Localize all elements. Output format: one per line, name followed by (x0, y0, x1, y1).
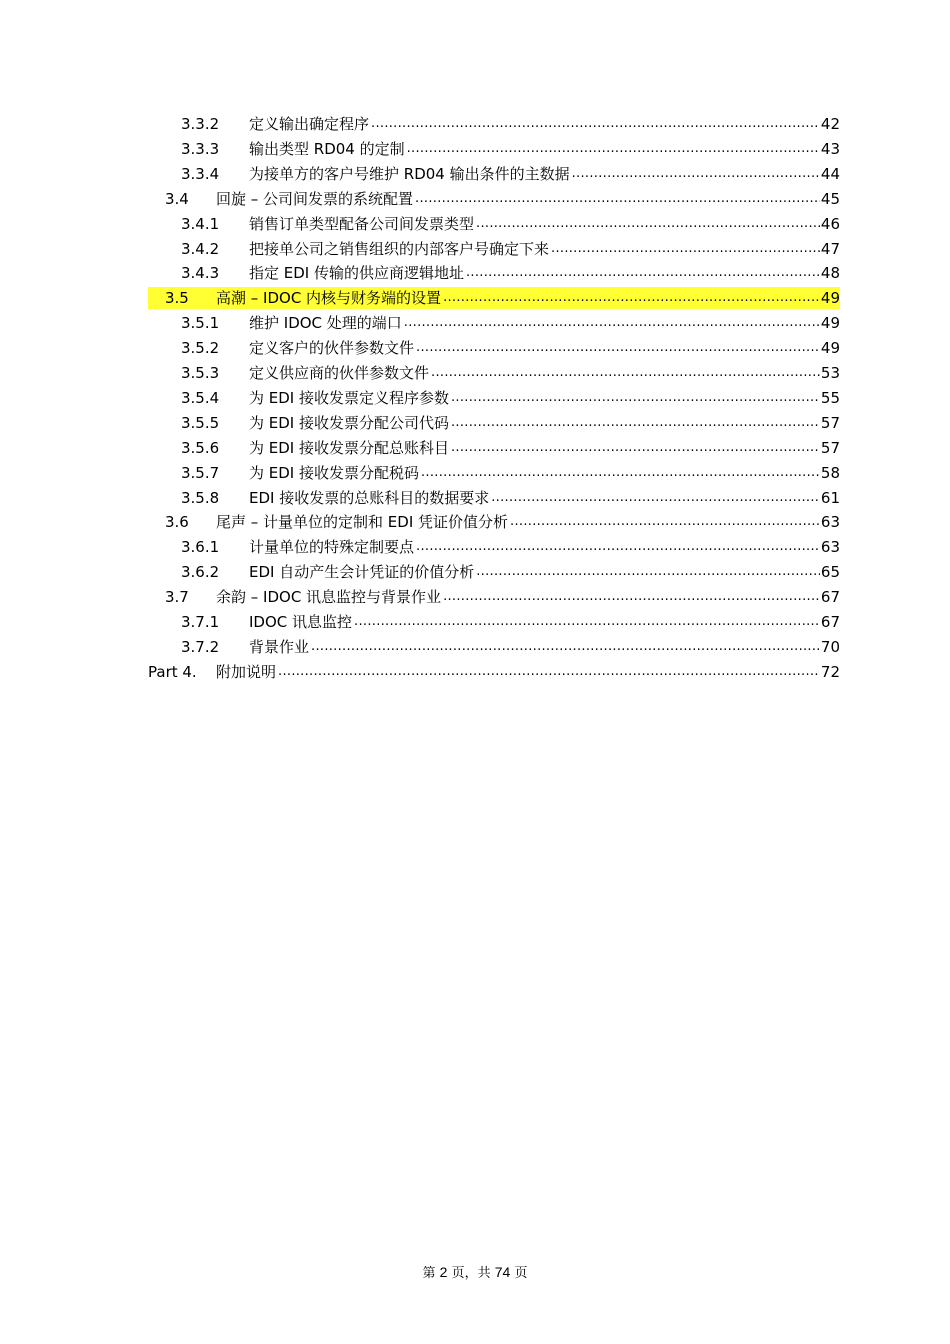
toc-dot-leader (572, 163, 820, 185)
toc-dot-leader (476, 561, 820, 583)
toc-entry[interactable] (148, 213, 840, 235)
toc-entry[interactable] (148, 188, 840, 210)
toc-entry-page-number: 58 (820, 463, 840, 482)
toc-entry-number: 3.5.2 (181, 339, 220, 358)
toc-entry-body (216, 661, 840, 683)
toc-entry-number: 3.4 (165, 189, 189, 208)
toc-entry-page-number: 46 (820, 214, 840, 233)
toc-entry-page-number: 67 (820, 588, 840, 607)
toc-entry-body (249, 163, 840, 185)
toc-entry-page-number: 70 (820, 637, 840, 656)
toc-entry-number: 3.5.4 (181, 388, 220, 407)
toc-entry-page-number: 49 (820, 289, 840, 308)
toc-entry[interactable] (148, 362, 840, 384)
toc-dot-leader (415, 188, 820, 210)
toc-entry[interactable] (148, 163, 840, 185)
toc-entry[interactable] (148, 511, 840, 533)
toc-entry-title: 附加说明 (216, 662, 277, 681)
toc-entry[interactable] (148, 387, 840, 409)
toc-entry[interactable] (148, 262, 840, 284)
toc-entry-body (216, 188, 840, 210)
toc-entry-page-number: 61 (820, 488, 840, 507)
toc-entry[interactable] (148, 412, 840, 434)
toc-entry-title: 为 EDI 接收发票分配总账科目 (249, 438, 449, 457)
toc-entry-page-number: 49 (820, 314, 840, 333)
toc-entry-number: 3.4.2 (181, 239, 220, 258)
toc-entry-page-number: 55 (820, 388, 840, 407)
toc-entry-number: 3.5.1 (181, 314, 220, 333)
toc-entry-body (216, 586, 840, 608)
toc-entry-body (249, 437, 840, 459)
toc-entry-body (249, 536, 840, 558)
toc-entry-number: 3.7 (165, 588, 189, 607)
footer-current-page: 2 (439, 1264, 448, 1280)
toc-entry[interactable] (148, 586, 840, 608)
toc-entry-number: 3.3.4 (181, 164, 220, 183)
toc-entry-title: 计量单位的特殊定制要点 (249, 538, 415, 557)
toc-entry-title: 尾声 – 计量单位的定制和 EDI 凭证价值分析 (216, 513, 509, 532)
toc-entry-number: 3.5.5 (181, 413, 220, 432)
toc-entry-number: Part 4. (148, 662, 197, 681)
toc-entry[interactable] (148, 113, 840, 135)
toc-entry-title: 背景作业 (249, 637, 310, 656)
toc-entry-body (216, 511, 840, 533)
toc-entry-title: EDI 自动产生会计凭证的价值分析 (249, 563, 475, 582)
toc-dot-leader (421, 462, 820, 484)
toc-entry-page-number: 72 (820, 662, 840, 681)
toc-entry-page-number: 57 (820, 438, 840, 457)
toc-entry-body (216, 287, 840, 309)
toc-entry-page-number: 45 (820, 189, 840, 208)
toc-entry-number: 3.6 (165, 513, 189, 532)
toc-entry-title: 为 EDI 接收发票分配税码 (249, 463, 419, 482)
toc-dot-leader (466, 262, 820, 284)
toc-entry-number: 3.3.2 (181, 115, 220, 133)
toc-entry-page-number: 44 (820, 164, 840, 183)
toc-entry-body (249, 412, 840, 434)
toc-entry-title: 为接单方的客户号维护 RD04 输出条件的主数据 (249, 164, 570, 183)
toc-entry-title: EDI 接收发票的总账科目的数据要求 (249, 488, 490, 507)
toc-entry-page-number: 42 (820, 115, 840, 133)
toc-entry[interactable] (148, 138, 840, 160)
toc-dot-leader (451, 412, 820, 434)
toc-entry-title: 为 EDI 接收发票定义程序参数 (249, 388, 449, 407)
toc-entry[interactable] (148, 536, 840, 558)
footer-prefix: 第 (422, 1266, 440, 1281)
toc-dot-leader (431, 362, 820, 384)
toc-dot-leader (443, 287, 820, 309)
toc-dot-leader (510, 511, 820, 533)
toc-entry-number: 3.7.2 (181, 637, 220, 656)
page-footer (0, 1263, 950, 1283)
toc-entry-title: 销售订单类型配备公司间发票类型 (249, 214, 475, 233)
toc-dot-leader (491, 487, 820, 509)
toc-entry-page-number: 67 (820, 613, 840, 631)
toc-entry-title: 回旋 – 公司间发票的系统配置 (216, 189, 414, 208)
footer-suffix: 页 (510, 1266, 528, 1281)
toc-entry-page-number: 49 (820, 339, 840, 358)
toc-dot-leader (451, 437, 820, 459)
toc-entry-title: 为 EDI 接收发票分配公司代码 (249, 413, 449, 432)
toc-entry-title: 余韵 – IDOC 讯息监控与背景作业 (216, 588, 442, 607)
toc-entry-title: 定义供应商的伙伴参数文件 (249, 364, 430, 382)
toc-entry-body (249, 561, 840, 583)
toc-dot-leader (354, 611, 820, 633)
toc-entry-title: 高潮 – IDOC 内核与财务端的设置 (216, 289, 442, 308)
toc-entry-body (249, 362, 840, 384)
toc-entry-page-number: 48 (820, 264, 840, 283)
toc-entry-title: IDOC 讯息监控 (249, 613, 353, 631)
toc-dot-leader (443, 586, 820, 608)
toc-entry-body (249, 387, 840, 409)
toc-entry-number: 3.5.6 (181, 438, 220, 457)
toc-dot-leader (416, 536, 820, 558)
toc-entry-body (249, 113, 840, 135)
toc-dot-leader (551, 238, 820, 260)
toc-entry-body (249, 462, 840, 484)
toc-entry[interactable] (148, 337, 840, 359)
toc-entry-page-number: 43 (820, 139, 840, 158)
toc-entry-body (249, 487, 840, 509)
toc-entry[interactable] (148, 636, 840, 658)
toc-dot-leader (371, 113, 820, 135)
footer-middle: 页，共 (447, 1266, 495, 1281)
toc-entry-number: 3.5 (165, 289, 189, 308)
toc-entry-body (249, 262, 840, 284)
toc-entry-number: 3.3.3 (181, 139, 220, 158)
toc-dot-leader (416, 337, 820, 359)
toc-entry-title: 指定 EDI 传输的供应商逻辑地址 (249, 264, 464, 283)
toc-entry-page-number: 57 (820, 413, 840, 432)
toc-entry-title: 维护 IDOC 处理的端口 (249, 314, 402, 333)
toc-entry-number: 3.4.1 (181, 214, 220, 233)
toc-entry-number: 3.6.2 (181, 563, 220, 582)
toc-dot-leader (476, 213, 820, 235)
toc-entry-body (249, 337, 840, 359)
toc-entry-body (249, 636, 840, 658)
toc-entry[interactable] (148, 312, 840, 334)
toc-dot-leader (311, 636, 820, 658)
toc-entry[interactable] (148, 462, 840, 484)
toc-entry-title: 定义客户的伙伴参数文件 (249, 339, 415, 358)
toc-dot-leader (407, 138, 820, 160)
toc-entry-number: 3.5.7 (181, 463, 220, 482)
toc-entry[interactable] (148, 561, 840, 583)
toc-dot-leader (278, 661, 820, 683)
toc-entry-number: 3.7.1 (181, 613, 220, 631)
toc-entry-page-number: 63 (820, 538, 840, 557)
toc-entry-body (249, 238, 840, 260)
toc-entry[interactable] (148, 487, 840, 509)
toc-entry[interactable] (148, 661, 840, 683)
toc-entry[interactable] (148, 238, 840, 260)
toc-entry-title: 定义输出确定程序 (249, 115, 370, 133)
toc-entry-body (249, 213, 840, 235)
toc-entry-body (249, 138, 840, 160)
toc-entry-page-number: 47 (820, 239, 840, 258)
toc-entry[interactable] (148, 287, 840, 309)
footer-total-pages: 74 (494, 1264, 511, 1280)
toc-entry-number: 3.6.1 (181, 538, 220, 557)
toc-entry-body (249, 611, 840, 633)
toc-entry-title: 把接单公司之销售组织的内部客户号确定下来 (249, 239, 550, 258)
toc-entry-page-number: 63 (820, 513, 840, 532)
toc-entry-body (249, 312, 840, 334)
toc-entry-page-number: 53 (820, 364, 840, 382)
toc-entry-number: 3.5.3 (181, 364, 220, 382)
toc-entry-page-number: 65 (820, 563, 840, 582)
toc-entry-number: 3.4.3 (181, 264, 220, 283)
toc-dot-leader (404, 312, 820, 334)
toc-dot-leader (451, 387, 820, 409)
toc-entry-number: 3.5.8 (181, 488, 220, 507)
toc-entry[interactable] (148, 611, 840, 633)
toc-entry[interactable] (148, 437, 840, 459)
toc-entry-title: 输出类型 RD04 的定制 (249, 139, 405, 158)
